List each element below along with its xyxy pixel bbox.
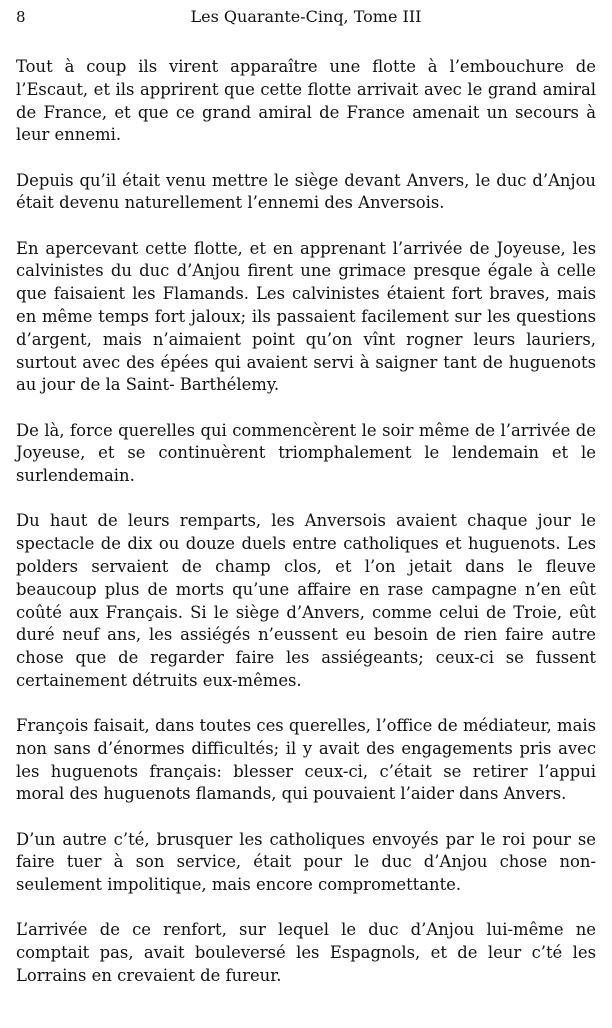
paragraph: D’un autre c’té, brusquer les catholiques envoyés par le roi pour se faire tuer à son service, était pour le duc d’Anjou chose non-seulement impolitique, mais encore compromettante. bbox=[16, 829, 596, 895]
paragraph: Du haut de leurs remparts, les Anversois avaient chaque jour le spectacle de dix ou douze duels entre catholiques et huguenots. Les polders servaient de champ clos, et l’on jetait dans le fleuve beaucoup plus de morts qu’une affaire en rase campagne n’en eût coûté aux Français. Si le siège d’Anvers, comme celui de Troie, eût duré neuf ans, les assiégés n’eussent eu besoin de rien faire autre chose que de regarder faire les assiégeants; ceux-ci se fussent certainement détruits eux-mêmes. bbox=[16, 511, 596, 690]
paragraph: Depuis qu’il était venu mettre le siège devant Anvers, le duc d’Anjou était devenu naturellement l’ennemi des Anversois. bbox=[16, 170, 596, 213]
paragraph: En apercevant cette flotte, et en apprenant l’arrivée de Joyeuse, les calvinistes du duc d’Anjou firent une grimace presque égale à celle que faisaient les Flamands. Les calvinistes étaient fort braves, mais en même temps fort jaloux; ils passaient facilement sur les questions d’argent, mais n’aimaient point qu’on vînt rogner leurs lauriers, surtout avec des épées qui avaient servi à saigner tant de huguenots au jour de la Saint- Barthélemy. bbox=[16, 238, 596, 395]
paragraph: François faisait, dans toutes ces querelles, l’office de médiateur, mais non sans d’énormes difficultés; il y avait des engagements pris avec les huguenots français: blesser ceux-ci, c’était se retirer l’appui moral des huguenots flamands, qui pouvaient l’aider dans Anvers. bbox=[16, 716, 596, 804]
paragraph: Tout à coup ils virent apparaître une flotte à l’embouchure de l’Escaut, et ils apprirent que cette flotte arrivait avec le grand amiral de France, et que ce grand amiral de France amenait un secours à leur ennemi. bbox=[16, 57, 596, 145]
body-text bbox=[16, 56, 596, 1010]
paragraph: L’arrivée de ce renfort, sur lequel le duc d’Anjou lui-même ne comptait pas, avait bouleversé les Espagnols, et de leur c’té les Lorrains en crevaient de fureur. bbox=[16, 920, 596, 986]
running-title: Les Quarante-Cinq, Tome III bbox=[190, 7, 422, 26]
page-number: 8 bbox=[16, 8, 26, 26]
page-header bbox=[16, 6, 596, 30]
paragraph: De là, force querelles qui commencèrent le soir même de l’arrivée de Joyeuse, et se continuèrent triomphalement le lendemain et le surlendemain. bbox=[16, 420, 596, 486]
